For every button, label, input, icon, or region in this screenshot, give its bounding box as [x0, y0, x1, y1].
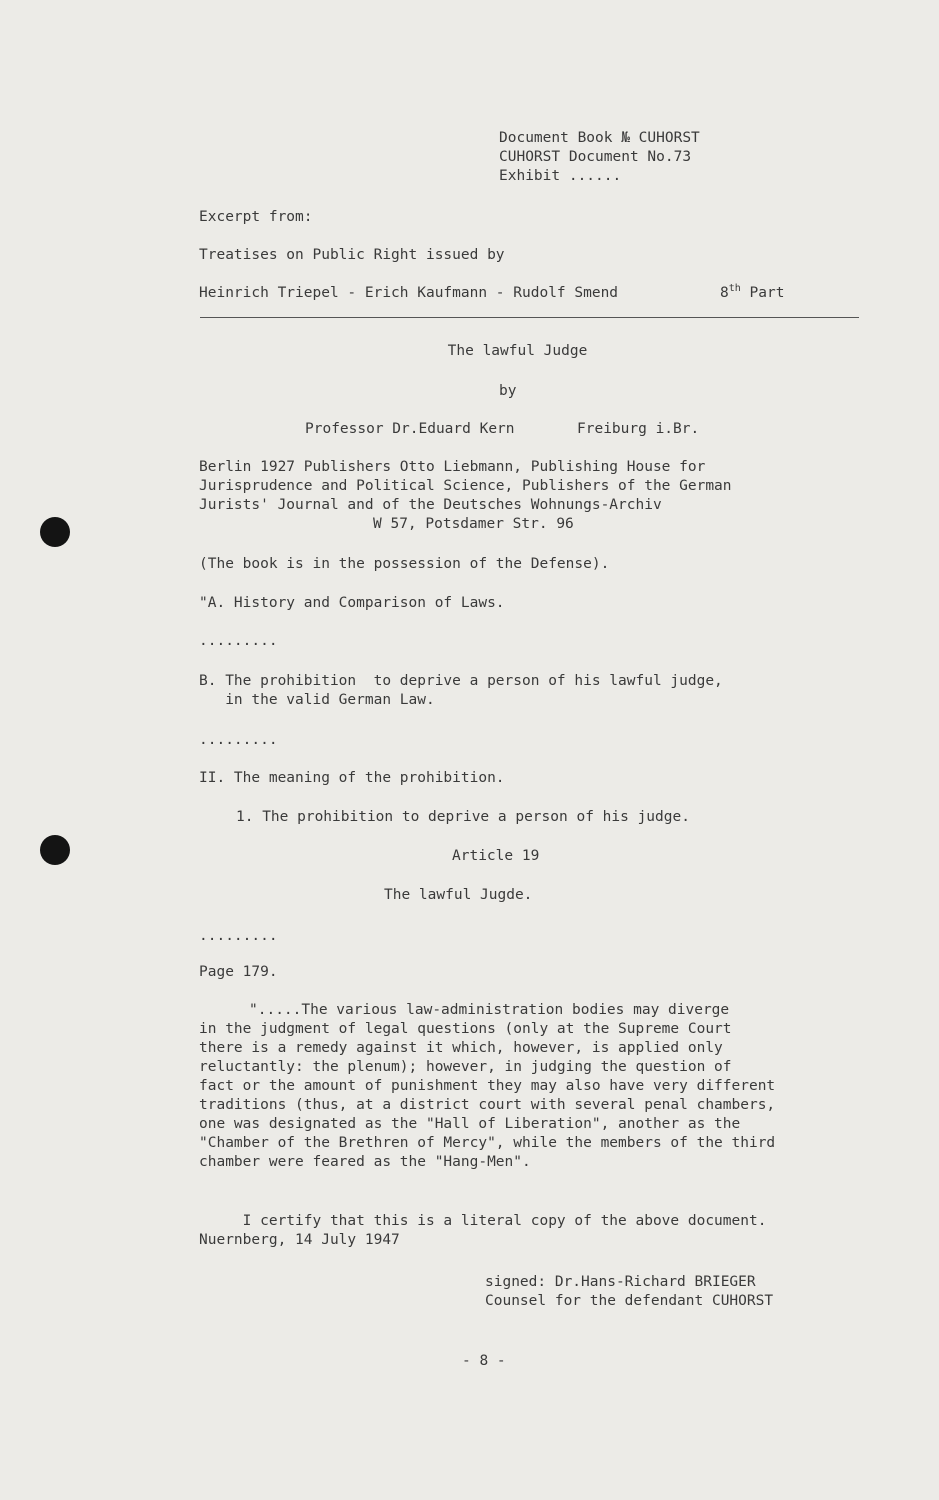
quote-line-9: chamber were feared as the "Hang-Men".	[199, 1154, 531, 1170]
quote-line-6: traditions (thus, at a district court with several penal chambers,	[199, 1097, 776, 1113]
quote-line-1: ".....The various law-administration bodies may diverge	[249, 1002, 730, 1018]
section-ii-heading: II. The meaning of the prohibition.	[199, 770, 505, 786]
doc-number-line: CUHORST Document No.73	[499, 149, 692, 165]
excerpt-label: Excerpt from:	[199, 209, 313, 225]
quote-line-4: reluctantly: the plenum); however, in judging the question of	[199, 1059, 732, 1075]
doc-book-line: Document Book № CUHORST	[499, 130, 700, 146]
article-title	[200, 342, 859, 361]
part-word: Part	[749, 285, 785, 301]
quote-line-5: fact or the amount of punishment they may also have very different	[199, 1078, 776, 1094]
punch-hole-top	[40, 517, 70, 547]
part-number: 8	[720, 285, 729, 301]
publisher-line-4: W 57, Potsdamer Str. 96	[373, 516, 574, 532]
article-subtitle: The lawful Jugde.	[384, 887, 533, 903]
editors-line: Heinrich Triepel - Erich Kaufmann - Rudolf Smend	[199, 285, 619, 301]
item-1-heading: 1. The prohibition to deprive a person of his judge.	[236, 809, 690, 825]
part-label	[720, 284, 784, 303]
publisher-line-1: Berlin 1927 Publishers Otto Liebmann, Publishing House for	[199, 459, 706, 475]
part-suffix: th	[728, 283, 741, 294]
by-line: by	[499, 383, 517, 399]
place-date-line: Nuernberg, 14 July 1947	[199, 1232, 400, 1248]
counsel-line: Counsel for the defendant CUHORST	[485, 1293, 774, 1309]
ellipsis-1: .........	[199, 633, 278, 649]
article-title-text: The lawful Judge	[447, 343, 588, 359]
treatises-line: Treatises on Public Right issued by	[199, 247, 505, 263]
publisher-line-3: Jurists' Journal and of the Deutsches Wohnungs-Archiv	[199, 497, 662, 513]
quote-line-3: there is a remedy against it which, however, is applied only	[199, 1040, 723, 1056]
section-a-heading: "A. History and Comparison of Laws.	[199, 595, 505, 611]
section-b-line-2: in the valid German Law.	[199, 692, 435, 708]
exhibit-line: Exhibit ......	[499, 168, 622, 184]
certification-line: I certify that this is a literal copy of the above document.	[199, 1213, 767, 1229]
quote-line-7: one was designated as the "Hall of Liberation", another as the	[199, 1116, 741, 1132]
punch-hole-bottom	[40, 835, 70, 865]
signature-line: signed: Dr.Hans-Richard BRIEGER	[485, 1274, 756, 1290]
quote-line-2: in the judgment of legal questions (only at the Supreme Court	[199, 1021, 732, 1037]
publisher-line-2: Jurisprudence and Political Science, Publishers of the German	[199, 478, 732, 494]
page-reference: Page 179.	[199, 964, 278, 980]
quote-line-8: "Chamber of the Brethren of Mercy", while the members of the third	[199, 1135, 776, 1151]
article-number: Article 19	[452, 848, 540, 864]
page-number: - 8 -	[462, 1353, 506, 1369]
ellipsis-3: .........	[199, 928, 278, 944]
possession-note: (The book is in the possession of the Defense).	[199, 556, 610, 572]
author-line: Professor Dr.Eduard Kern	[305, 421, 515, 437]
ellipsis-2: .........	[199, 732, 278, 748]
section-b-line-1: B. The prohibition to deprive a person of his lawful judge,	[199, 673, 723, 689]
author-place: Freiburg i.Br.	[577, 421, 700, 437]
horizontal-rule	[200, 317, 859, 318]
